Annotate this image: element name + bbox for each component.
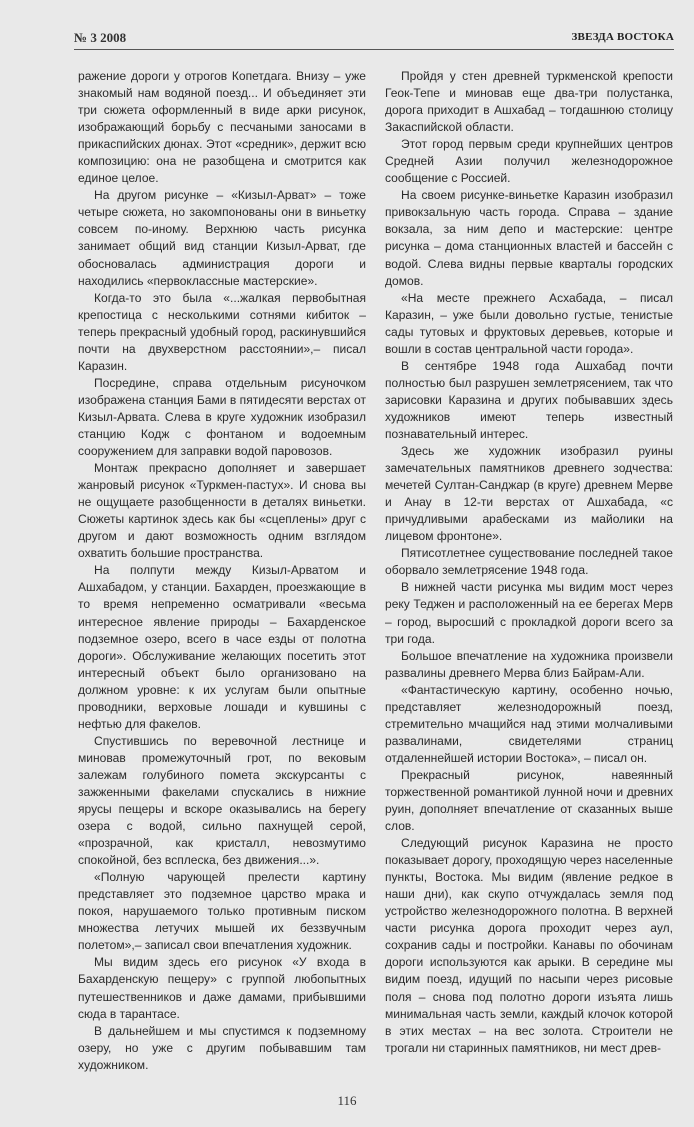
paragraph: «Полную чарующей прелести картину представляет это подземное царство мрака и покоя, нарушаемого только противным писком множества летучих мышей их беззвучным полетом»,– записал свои впечатления художник. (78, 870, 366, 953)
right-column (385, 68, 673, 1057)
paragraph: Этот город первым среди крупнейших центров Средней Азии получил железнодорожное сообщение с Россией. (385, 137, 673, 186)
paragraph: Прекрасный рисунок, навеянный торжественной романтикой лунной ночи и древних руин, дополняет впечатление от сказанных выше слов. (385, 767, 673, 834)
paragraph: Когда-то это была «...жалкая первобытная крепостица с несколькими сотнями кибиток – теперь прекрасный удобный город, раскинувшийся почти на двухверстном расстоянии»,– писал Каразин. (78, 290, 366, 373)
paragraph: Пятисотлетнее существование последней такое оборвало землетрясение 1948 года. (385, 546, 673, 578)
paragraph: «На месте прежнего Асхабада, – писал Каразин, – уже были довольно густые, тенистые сады тутовых и фруктовых деревьев, которые и вошли в состав центральной части города». (385, 290, 673, 356)
paragraph: «Фантастическую картину, особенно ночью, представляет железнодорожный поезд, стремительно мчащийся над этими молчаливыми развалинами, свидетелями страниц отдаленнейшей истории Востока», – писал он. (385, 682, 673, 765)
paragraph: Монтаж прекрасно дополняет и завершает жанровый рисунок «Туркмен-пастух». И снова вы не ощущаете разобщенности в деталях виньетки. Сюжеты картинок здесь как бы «сцеплены» друг с другом и дают возможность одним взглядом охватить большие пространства. (78, 461, 366, 561)
paragraph: Спустившись по веревочной лестнице и миновав промежуточный грот, по вековым залежам голубиного помета экскурсанты с зажженными факелами спускались в нижние ярусы пещеры и вскоре оказывались на берегу озера с водой, сильно пахнущей серой, «прозрачной, как кристалл, невозмутимо спокойной, без всплеска, без движения...». (78, 733, 366, 868)
paragraph: На полпути между Кизыл-Арватом и Ашхабадом, у станции. Бахарден, проезжающие в то время непременно осматривали «весьма интересное явление природы – Бахарденское подземное озеро, всего в часе езды от полотна дороги». Обслуживание желающих посетить этот интересный объект было организовано на должном уровне: к их услугам были опытные проводники, верховые лошади и кувшины с нефтью для факелов. (78, 563, 366, 731)
header-rule (74, 49, 674, 50)
left-column (78, 68, 366, 1074)
page-number: 116 (337, 1093, 357, 1108)
paragraph: ражение дороги у отрогов Копетдага. Внизу – уже знакомый нам водяной поезд... И объединяет эти три сюжета оформленный в виде арки рисунок, изображающий борьбу с песчаными заносами в прикаспийских дюнах. Этот «средник», держит всю композицию: она не разобщена и смотрится как единое целое. (78, 69, 366, 186)
paragraph: В дальнейшем и мы спустимся к подземному озеру, но уже с другим побывавшим там художником. (78, 1023, 366, 1072)
paragraph: Посредине, справа отдельным рисуночком изображена станция Бами в пятидесяти верстах от Кизыл-Арвата. Слева в круге художник изобразил станцию Кодж с фонтаном и водоемным сооружением для заправки водой паровозов. (78, 375, 366, 459)
paragraph: В сентябре 1948 года Ашхабад почти полностью был разрушен землетрясением, так что зарисовки Каразина и других побывавших здесь художников имеют теперь известный познавательный интерес. (385, 358, 673, 441)
journal-title: ЗВЕЗДА ВОСТОКА (571, 31, 674, 43)
paragraph: Следующий рисунок Каразина не просто показывает дорогу, проходящую через населенные пункты, Востока. Мы видим (явление редкое в наши дни), как скупо отчуждалась земля под устройство железнодорожного полотна. В верхней части рисунка дорога проходит через аул, сохранив сады и постройки. Канавы по обочинам дороги используются как арыки. В середине мы видим поезд, идущий по насыпи через рисовые поля – снова под полотно дороги изъята лишь минимальная часть земли, каждый клочок которой в этих местах – на вес золота. Строители не трогали ни старинных памятников, ни мест древ- (385, 836, 673, 1055)
paragraph: На другом рисунке – «Кизыл-Арват» – тоже четыре сюжета, но закомпонованы они в виньетку совсем по-иному. Верхнюю часть рисунка занимает общий вид станции Кизыл-Арват, где обосновалась администрация дороги и находились «первоклассные мастерские». (78, 188, 366, 288)
paragraph: Пройдя у стен древней туркменской крепости Геок-Тепе и миновав еще два-три полустанка, дорога приходит в Ашхабад – тогдашнюю столицу Закаспийской области. (385, 69, 673, 135)
paragraph: Большое впечатление на художника произвели развалины древнего Мерва близ Байрам-Али. (385, 648, 673, 680)
issue-number: № 3 2008 (74, 30, 127, 45)
paragraph: Здесь же художник изобразил руины замечательных памятников древнего зодчества: мечетей Султан-Санджар (в круге) древнем Мерве и Анау в 12-ти верстах от Ашхабада, «с причудливыми арабесками из майолики на лицевом фронтоне». (385, 444, 673, 544)
page-header (74, 30, 674, 50)
paragraph: В нижней части рисунка мы видим мост через реку Теджен и расположенный на ее берегах Мерв – город, выросший с прокладкой дороги всего за три года. (385, 580, 673, 646)
paragraph: Мы видим здесь его рисунок «У входа в Бахарденскую пещеру» с группой любопытных путешественников и даже дамами, прибывшими сюда в тарантасе. (78, 955, 366, 1021)
paragraph: На своем рисунке-виньетке Каразин изобразил привокзальную часть города. Справа – здание вокзала, за ним депо и мастерские: центре рисунка – дома станционных властей и бассейн с водой. Слева видны первые кварталы городских домов. (385, 188, 673, 288)
